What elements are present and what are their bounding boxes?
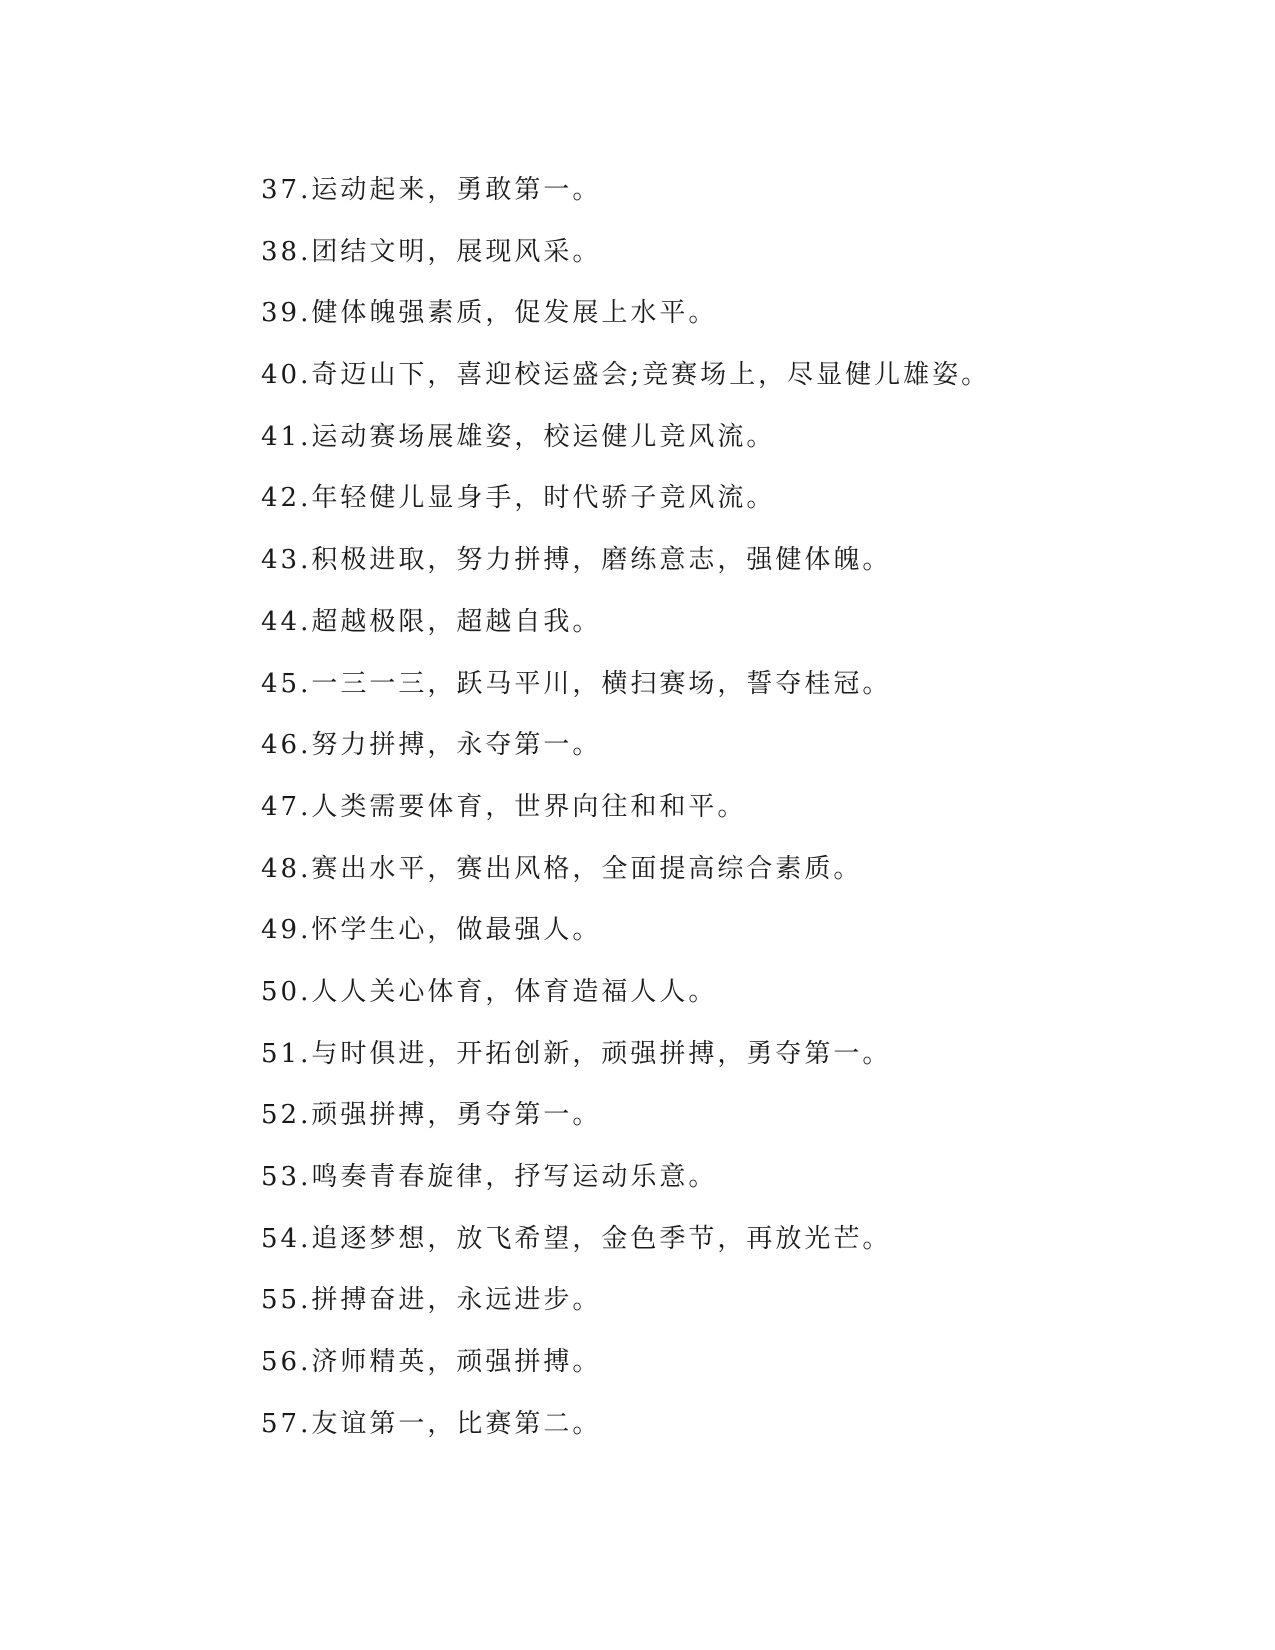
list-item: 51.与时俱进，开拓创新，顽强拼搏，勇夺第一。 xyxy=(261,1038,892,1069)
slogan-list xyxy=(261,168,1221,1463)
list-item: 52.顽强拼搏，勇夺第一。 xyxy=(261,1100,602,1131)
list-item: 44.超越极限，超越自我。 xyxy=(261,606,602,637)
list-item: 54.追逐梦想，放飞希望，金色季节，再放光芒。 xyxy=(261,1223,892,1254)
list-item: 53.鸣奏青春旋律，抒写运动乐意。 xyxy=(261,1162,718,1192)
list-item: 47.人类需要体育，世界向往和和平。 xyxy=(261,791,747,822)
list-item: 43.积极进取，努力拼搏，磨练意志，强健体魄。 xyxy=(261,545,892,576)
list-item: 56.济师精英，顽强拼搏。 xyxy=(261,1347,602,1378)
list-item: 42.年轻健儿显身手，时代骄子竞风流。 xyxy=(261,483,776,514)
list-item: 50.人人关心体育，体育造福人人。 xyxy=(261,976,718,1007)
list-item: 41.运动赛场展雄姿，校运健儿竞风流。 xyxy=(261,421,776,452)
list-item: 37.运动起来，勇敢第一。 xyxy=(261,175,602,205)
list-item: 57.友谊第一，比赛第二。 xyxy=(261,1408,602,1439)
list-item: 49.怀学生心，做最强人。 xyxy=(261,915,602,946)
list-item: 45.一三一三，跃马平川，横扫赛场，誓夺桂冠。 xyxy=(261,668,892,699)
list-item: 38.团结文明，展现风采。 xyxy=(261,236,602,267)
list-item: 40.奇迈山下，喜迎校运盛会;竞赛场上，尽显健儿雄姿。 xyxy=(261,360,991,391)
list-item: 48.赛出水平，赛出风格，全面提高综合素质。 xyxy=(261,853,863,884)
list-item: 39.健体魄强素质，促发展上水平。 xyxy=(261,298,718,329)
list-item: 46.努力拼搏，永夺第一。 xyxy=(261,730,602,761)
list-item: 55.拼搏奋进，永远进步。 xyxy=(261,1285,602,1316)
